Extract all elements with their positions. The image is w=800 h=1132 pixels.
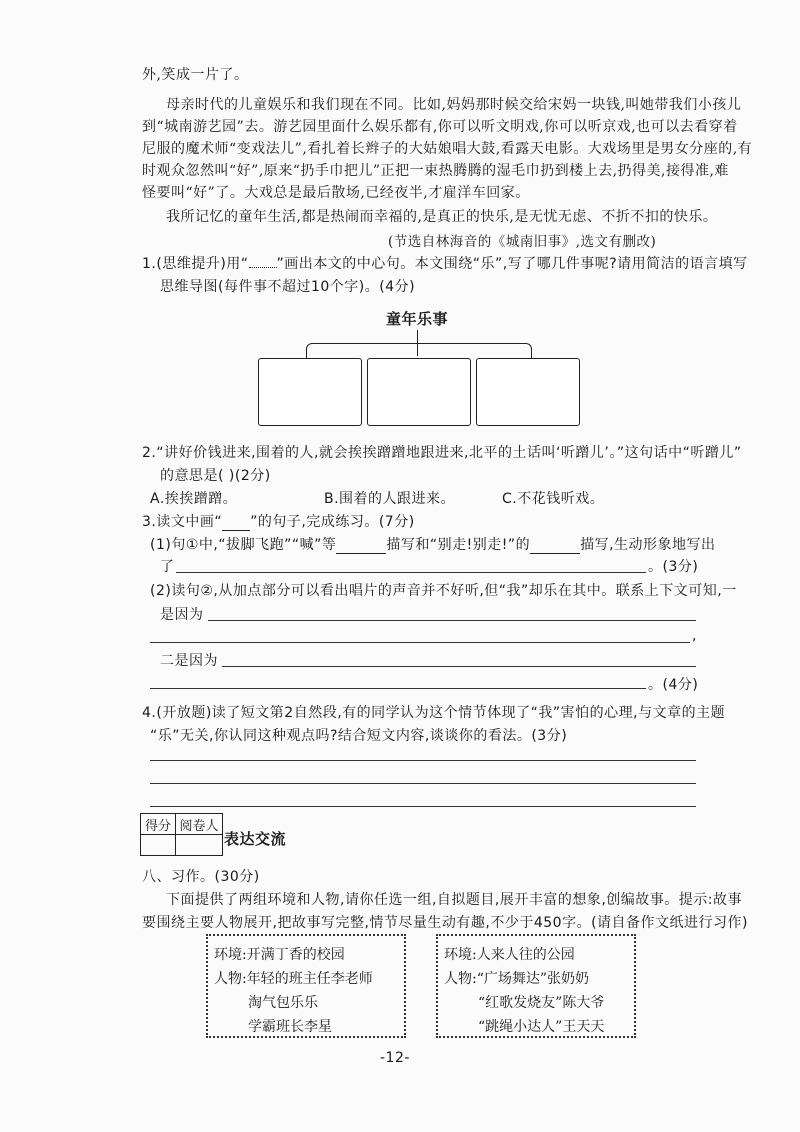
answer-line[interactable]: [150, 783, 696, 784]
answer-line[interactable]: [150, 806, 696, 807]
mindmap-box-2[interactable]: [367, 358, 471, 426]
q3-sub1-b: 描写和“别走!别走!”的: [386, 537, 531, 553]
answer-line[interactable]: [150, 760, 696, 761]
q8-heading: 八、习作。(30分): [142, 869, 260, 885]
section-title: 表达交流: [224, 830, 287, 848]
reviewer-cell[interactable]: [176, 835, 223, 856]
answer-blank[interactable]: [530, 539, 580, 554]
q4-line2: “乐”无关,你认同这种观点吗?结合短文内容,谈谈你的看法。(3分): [150, 728, 568, 744]
q1-line2: 思维导图(每件事不超过10个字)。(4分): [160, 279, 416, 295]
q3-sub1: [150, 534, 716, 554]
group1-person: 淘气包乐乐: [248, 995, 318, 1011]
score-cell[interactable]: [141, 835, 176, 856]
q3-line: [142, 511, 415, 531]
q3-sub1-c: 描写,生动形象地写出: [580, 537, 716, 553]
group1-people: 人物:年轻的班主任李老师: [214, 971, 373, 987]
passage-line: 时观众忽然叫“好”,原来“扔手巾把儿”正把一束热腾腾的湿毛巾扔到楼上去,扔得美,接得准,难: [142, 163, 729, 179]
q4-line: 4.(开放题)读了短文第2自然段,有的同学认为这个情节体现了“我”害怕的心理,与文章的主题: [142, 705, 726, 721]
q3-sub1-a: (1)句①中,“拔脚飞跑”“喊”等: [150, 537, 337, 553]
comma: ,: [692, 628, 697, 644]
q3-sub2-first: 是因为: [160, 607, 204, 623]
answer-blank[interactable]: [336, 539, 386, 554]
diagram-title: 童年乐事: [386, 310, 449, 328]
q1-line: [142, 253, 748, 273]
score-label: 得分: [141, 814, 176, 835]
q2-option-c[interactable]: C.不花钱听戏。: [502, 491, 605, 507]
passage-line: 到“城南游艺园”去。游艺园里面什么娱乐都有,你可以听文明戏,你可以听京戏,也可以去看穿着: [142, 119, 738, 135]
passage-line: 怪要叫“好”了。大戏总是最后散场,已经夜半,才雇洋车回家。: [142, 185, 530, 201]
score-table: [140, 813, 223, 856]
q3-sub2-score: 。(4分): [648, 677, 699, 693]
q2-option-b[interactable]: B.围着的人跟进来。: [324, 491, 456, 507]
q8-line2: 要围绕主要人物展开,把故事写完整,情节尽量生动有趣,不少于450字。(请自备作文纸进行习作): [142, 915, 748, 931]
q3-sub1-cont: 了: [160, 559, 175, 575]
wavy-underline-sample: [249, 255, 277, 268]
reviewer-label: 阅卷人: [176, 814, 223, 835]
answer-line[interactable]: [150, 688, 646, 689]
group2-person: “跳绳小达人”王天天: [478, 1019, 605, 1035]
passage-line: 外,笑成一片了。: [142, 67, 249, 83]
passage-line: 我所记忆的童年生活,都是热闹而幸福的,是真正的快乐,是无忧无虑、不折不扣的快乐。: [166, 209, 718, 225]
q2-line2: 的意思是( )(2分): [160, 468, 271, 484]
q3-sub2: (2)读句②,从加点部分可以看出唱片的声音并不好听,但“我”却乐在其中。联系上下文可知,一: [150, 583, 737, 599]
answer-line[interactable]: [176, 572, 646, 573]
q1-suffix: ”画出本文的中心句。本文围绕“乐”,写了哪几件事呢?请用简洁的语言填写: [276, 256, 748, 272]
q2-option-a[interactable]: A.挨挨蹭蹭。: [150, 491, 238, 507]
group2-people: 人物:“广场舞达”张奶奶: [444, 971, 590, 987]
passage-line: 母亲时代的儿童娱乐和我们现在不同。比如,妈妈那时候交给宋妈一块钱,叫她带我们小孩儿: [166, 97, 742, 113]
passage-line: 尼服的魔术师“变戏法儿”,看扎着长辫子的大姑娘唱大鼓,看露天电影。大戏场里是男女分座的,有: [142, 141, 753, 157]
q3-suffix: ”的句子,完成练习。(7分): [250, 514, 415, 530]
passage-source: (节选自林海音的《城南旧事》,选文有删改): [388, 234, 657, 250]
underline-sample: [222, 516, 250, 531]
page-number: -12-: [380, 1050, 410, 1066]
group1-env: 环境:开满丁香的校园: [214, 947, 345, 963]
answer-line[interactable]: [150, 642, 690, 643]
group1-person: 学霸班长李星: [248, 1019, 332, 1035]
q3-prefix: 3.读文中画“: [142, 514, 223, 530]
mindmap-box-3[interactable]: [476, 358, 580, 426]
mindmap-box-1[interactable]: [258, 358, 362, 426]
q2-line: 2.“讲好价钱进来,围着的人,就会挨挨蹭蹭地跟进来,北平的土话叫‘听蹭儿’。”这句话中“听蹭儿”: [142, 445, 742, 461]
q8-line: 下面提供了两组环境和人物,请你任选一组,自拟题目,展开丰富的想象,创编故事。提示:故事: [166, 892, 743, 908]
group2-person: “红歌发烧友”陈大爷: [478, 995, 605, 1011]
answer-line[interactable]: [222, 666, 696, 667]
answer-line[interactable]: [208, 620, 696, 621]
q3-sub2-second: 二是因为: [160, 653, 218, 669]
group2-env: 环境:人来人往的公园: [444, 947, 575, 963]
q3-sub1-score: 。(3分): [648, 559, 699, 575]
q1-prefix: 1.(思维提升)用“: [142, 256, 249, 272]
